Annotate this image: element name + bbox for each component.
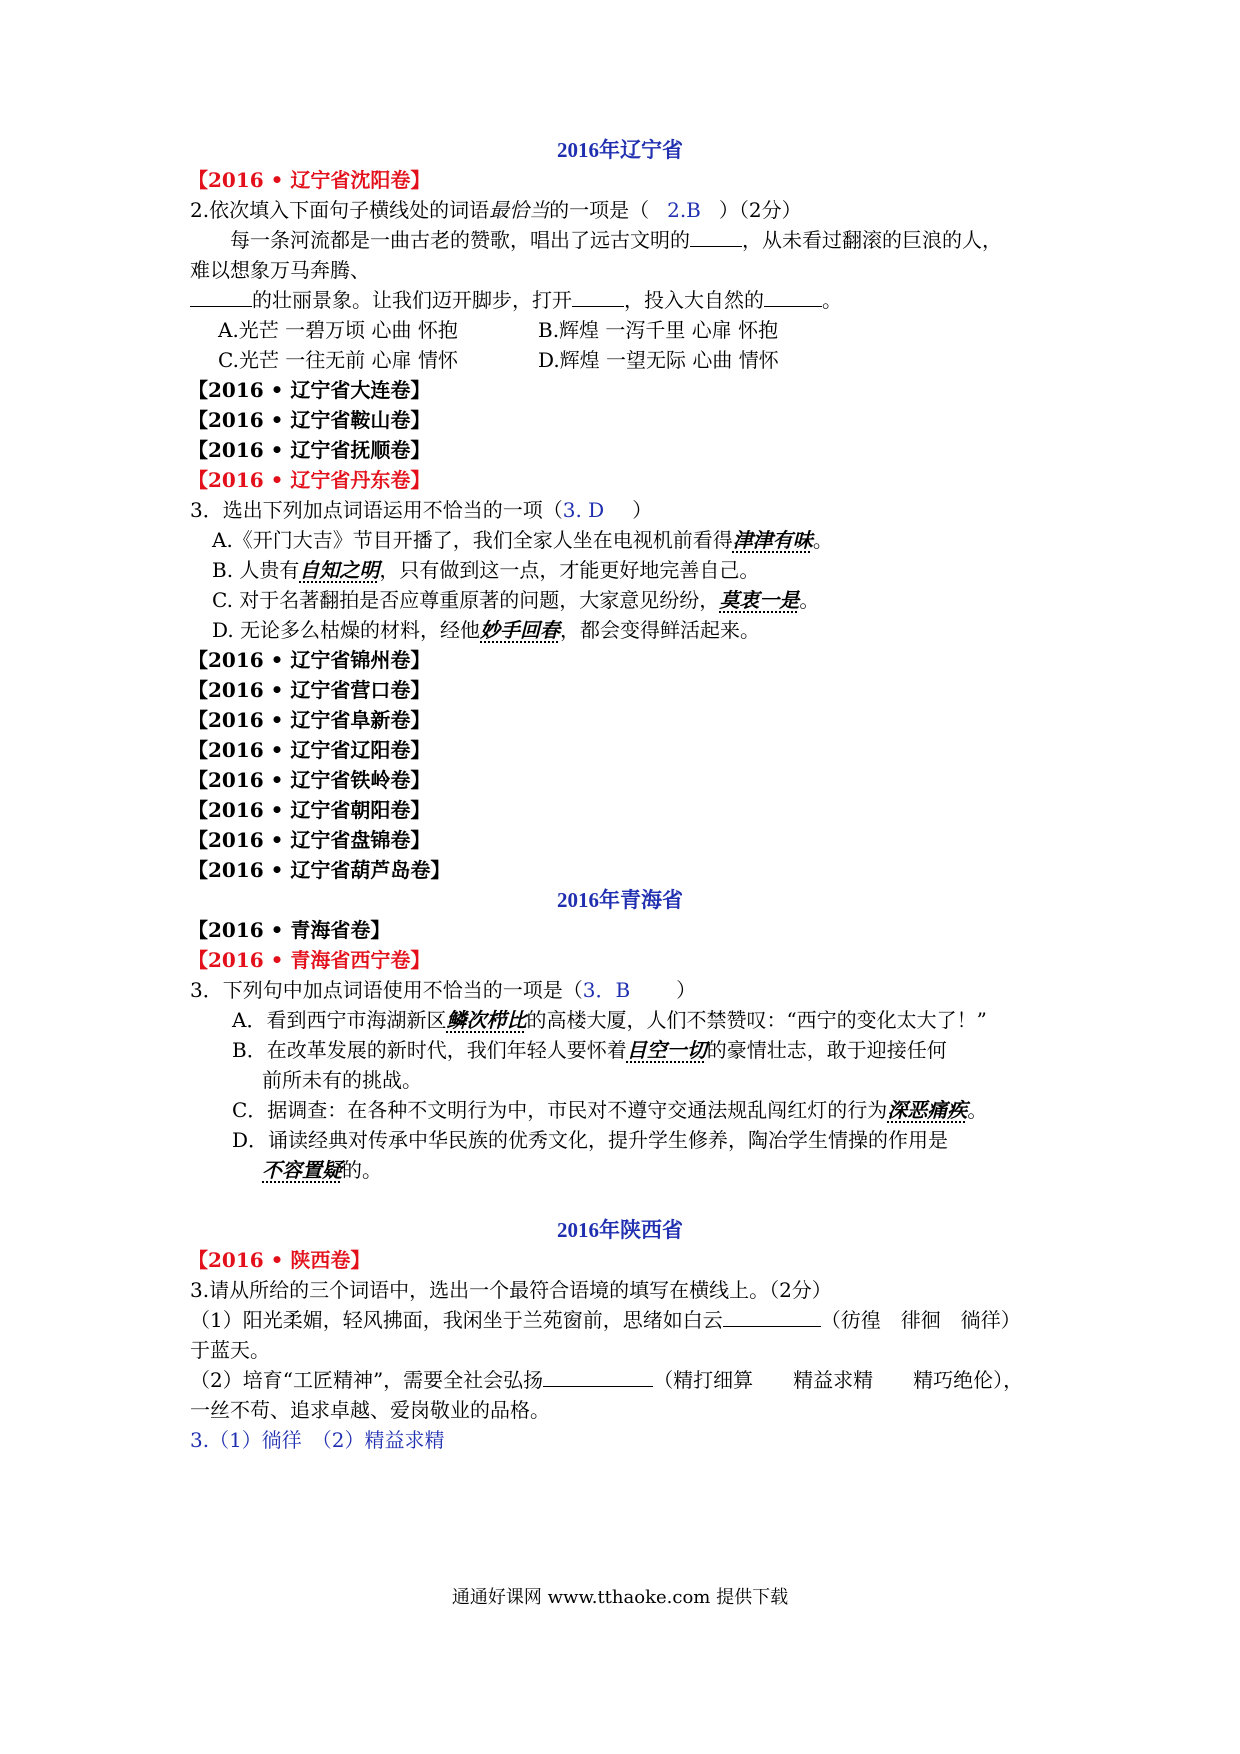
qh-a-post: 的高楼大厦，人们不禁赞叹：“西宁的变化太大了！” — [526, 1008, 987, 1032]
qh-q3-close: ） — [676, 978, 697, 1002]
dotted-word: 妙手回春 — [480, 618, 561, 642]
answer-blank — [690, 228, 742, 247]
q2-mid: 的一项是（ — [549, 198, 650, 222]
q3-b-text: B. 人贵有 — [212, 558, 300, 582]
section-heading-liaoning: 2016年辽宁省 — [557, 138, 683, 162]
q3-close: ） — [632, 498, 653, 522]
q2-passage-line-3 — [190, 286, 842, 314]
qh-d-post: 的。 — [342, 1158, 382, 1182]
q3-a-post: 。 — [812, 528, 833, 552]
answer-blank — [190, 288, 252, 307]
q3-stem: 3．选出下列加点词语运用不恰当的一项（ — [190, 498, 563, 522]
qh-c-text: C．据调查：在各种不文明行为中，市民对不遵守交通法规乱闯红灯的行为 — [232, 1098, 888, 1122]
q3-c-post: 。 — [799, 588, 820, 612]
q2-option-b: B.辉煌 一泻千里 心扉 怀抱 — [538, 318, 779, 342]
qh-c-post: 。 — [967, 1098, 988, 1122]
dotted-word: 目空一切 — [626, 1038, 707, 1062]
sx-q3-part-2-cont: 一丝不苟、追求卓越、爱岗敬业的品格。 — [190, 1398, 550, 1422]
exam-label-anshan: 【2016 • 辽宁省鞍山卷】 — [188, 408, 431, 432]
question-3-stem-liaoning — [190, 496, 652, 524]
qh-q3-option-d-cont — [262, 1156, 382, 1184]
q3-option-a — [212, 526, 833, 554]
section-heading-shaanxi: 2016年陕西省 — [557, 1218, 683, 1242]
q2-answer: 2.B — [667, 198, 701, 222]
qh-a-text: A．看到西宁市海湖新区 — [232, 1008, 447, 1032]
qh-q3-answer: 3．B — [582, 978, 631, 1002]
q2-line1a: 每一条河流都是一曲古老的赞歌，唱出了远古文明的 — [230, 228, 690, 252]
exam-label-tieling: 【2016 • 辽宁省铁岭卷】 — [188, 768, 431, 792]
sx-q3-answer: 3.（1）徜徉 （2）精益求精 — [190, 1428, 445, 1452]
sx-p1-text: （1）阳光柔媚，轻风拂面，我闲坐于兰苑窗前，思绪如白云 — [190, 1308, 723, 1332]
q2-suffix: ）（2分） — [718, 198, 802, 222]
qh-q3-option-a — [232, 1006, 987, 1034]
exam-label-fushun: 【2016 • 辽宁省抚顺卷】 — [188, 438, 431, 462]
answer-blank — [572, 288, 624, 307]
q3-option-b — [212, 556, 759, 584]
dotted-word: 不容置疑 — [262, 1158, 342, 1182]
qh-b-post: 的豪情壮志，敢于迎接任何 — [706, 1038, 947, 1062]
exam-label-liaoyang: 【2016 • 辽宁省辽阳卷】 — [188, 738, 431, 762]
exam-label-jinzhou: 【2016 • 辽宁省锦州卷】 — [188, 648, 431, 672]
q2-passage-line-2: 难以想象万马奔腾、 — [190, 258, 370, 282]
q3-d-text: D. 无论多么枯燥的材料，经他 — [212, 618, 481, 642]
qh-b-text: B．在改革发展的新时代，我们年轻人要怀着 — [232, 1038, 627, 1062]
q2-emph: 最恰当 — [489, 198, 550, 222]
sx-question-3-stem: 3.请从所给的三个词语中，选出一个最符合语境的填写在横线上。（2分） — [190, 1278, 832, 1302]
q3-option-d — [212, 616, 760, 644]
dotted-word: 津津有味 — [732, 528, 813, 552]
dotted-word: 莫衷一是 — [719, 588, 800, 612]
answer-blank — [543, 1368, 653, 1387]
q3-c-text: C. 对于名著翻拍是否应尊重原著的问题，大家意见纷纷， — [212, 588, 720, 612]
answer-blank — [723, 1308, 821, 1327]
exam-label-yingkou: 【2016 • 辽宁省营口卷】 — [188, 678, 431, 702]
q3-option-c — [212, 586, 819, 614]
q2-passage-line-1 — [230, 226, 1002, 254]
exam-label-qinghai: 【2016 • 青海省卷】 — [188, 918, 391, 942]
sx-q3-part-1-cont: 于蓝天。 — [190, 1338, 270, 1362]
question-3-stem-qinghai — [190, 976, 696, 1004]
exam-label-chaoyang: 【2016 • 辽宁省朝阳卷】 — [188, 798, 431, 822]
exam-label-panjin: 【2016 • 辽宁省盘锦卷】 — [188, 828, 431, 852]
sx-p2-text: （2）培育“工匠精神”，需要全社会弘扬 — [190, 1368, 544, 1392]
exam-label-huludao: 【2016 • 辽宁省葫芦岛卷】 — [188, 858, 451, 882]
qh-q3-option-b — [232, 1036, 947, 1064]
q3-answer: 3. D — [562, 498, 605, 522]
q2-line3a: 的壮丽景象。让我们迈开脚步，打开 — [252, 288, 572, 312]
exam-label-shaanxi: 【2016 • 陕西卷】 — [188, 1248, 371, 1272]
q2-option-a: A.光芒 一碧万顷 心曲 怀抱 — [218, 318, 458, 342]
dotted-word: 自知之明 — [299, 558, 380, 582]
sx-q3-part-2 — [190, 1366, 1023, 1394]
exam-label-dandong: 【2016 • 辽宁省丹东卷】 — [188, 468, 431, 492]
exam-label-fuxin: 【2016 • 辽宁省阜新卷】 — [188, 708, 431, 732]
answer-blank — [764, 288, 822, 307]
exam-label-dalian: 【2016 • 辽宁省大连卷】 — [188, 378, 431, 402]
sx-q3-part-1 — [190, 1306, 1021, 1334]
qh-q3-option-c — [232, 1096, 987, 1124]
qh-q3-option-d: D．诵读经典对传承中华民族的优秀文化，提升学生修养，陶冶学生情操的作用是 — [232, 1128, 949, 1152]
sx-p1-options: （彷徨 徘徊 徜徉） — [820, 1308, 1021, 1332]
section-heading-qinghai: 2016年青海省 — [557, 888, 683, 912]
q3-b-post: ，只有做到这一点，才能更好地完善自己。 — [379, 558, 760, 582]
q2-option-d: D.辉煌 一望无际 心曲 情怀 — [538, 348, 779, 372]
q2-line3b: ，投入大自然的 — [624, 288, 764, 312]
page-footer: 通通好课网 www.tthaoke.com 提供下载 — [451, 1587, 789, 1608]
dotted-word: 深恶痛疾 — [887, 1098, 968, 1122]
q2-line1b: ，从未看过翻滚的巨浪的人， — [742, 228, 1002, 252]
qh-q3-stem: 3．下列句中加点词语使用不恰当的一项是（ — [190, 978, 583, 1002]
q2-option-c: C.光芒 一往无前 心扉 情怀 — [218, 348, 459, 372]
q3-a-text: A.《开门大吉》节目开播了，我们全家人坐在电视机前看得 — [212, 528, 733, 552]
dotted-word: 鳞次栉比 — [446, 1008, 527, 1032]
q2-line3c: 。 — [822, 288, 842, 312]
question-2-stem — [190, 196, 802, 224]
q3-d-post: ，都会变得鲜活起来。 — [560, 618, 761, 642]
exam-label-shenyang: 【2016 • 辽宁省沈阳卷】 — [188, 168, 431, 192]
q2-prefix: 2.依次填入下面句子横线处的词语 — [190, 198, 490, 222]
exam-label-xining: 【2016 • 青海省西宁卷】 — [188, 948, 431, 972]
sx-p2-options: （精打细算 精益求精 精巧绝伦）， — [653, 1368, 1024, 1392]
qh-q3-option-b-cont: 前所未有的挑战。 — [262, 1068, 422, 1092]
